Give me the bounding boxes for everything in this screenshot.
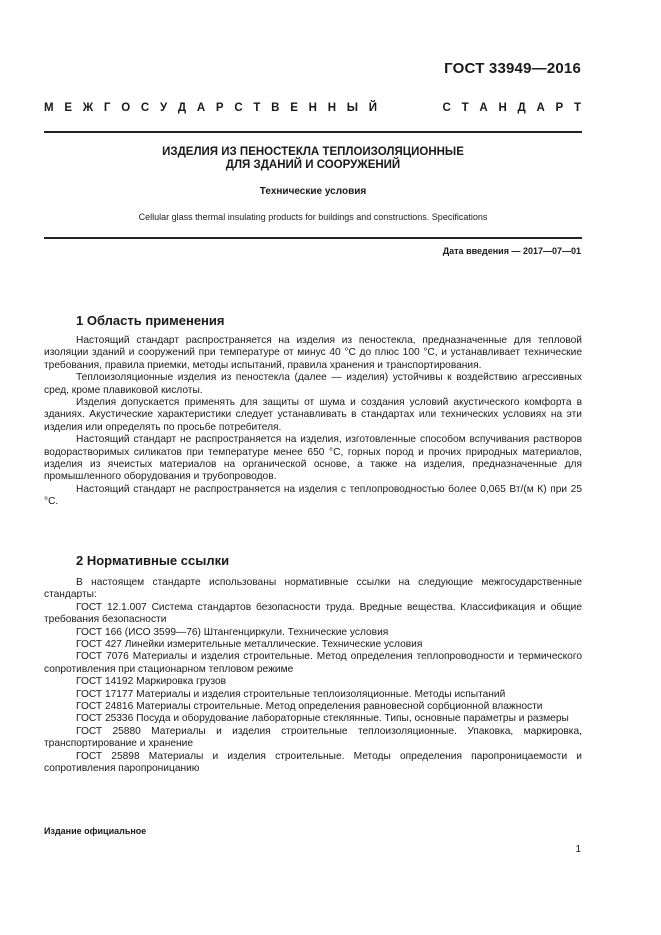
banner-letter: Ы (346, 102, 359, 114)
reference-item: ГОСТ 7076 Материалы и изделия строительные. Метод определения теплопроводности и термического сопротивления при стационарном тепловом режиме (44, 651, 582, 675)
paragraph: Настоящий стандарт распространяется на изделия из пеностекла, предназначенные для тепловой изоляции зданий и сооружений при температуре от минус 40 °С до плюс 100 °С, и устанавливает технические требования, правила приемки, методы испытаний, правила хранения и транспортирования. (44, 335, 582, 371)
banner-letter: Й (368, 102, 378, 114)
paragraph: В настоящем стандарте использованы нормативные ссылки на следующие межгосударственные стандарты: (44, 577, 582, 601)
banner-letter: Т (573, 102, 581, 114)
banner-letter: Т (253, 102, 261, 114)
section-2-heading: 2 Нормативные ссылки (76, 553, 230, 568)
header-rule (44, 131, 582, 133)
banner-letter: Е (64, 102, 73, 114)
section-1-heading: 1 Область применения (76, 313, 225, 328)
reference-item: ГОСТ 25336 Посуда и оборудование лабораторные стеклянные. Типы, основные параметры и размеры (76, 713, 569, 725)
banner-letter: Р (555, 102, 564, 114)
document-title (44, 146, 582, 172)
title-rule (44, 237, 582, 239)
banner-letter: А (196, 102, 206, 114)
introduction-date: Дата введения — 2017—07—01 (442, 246, 581, 256)
banner-letter: В (271, 102, 280, 114)
reference-item: ГОСТ 12.1.007 Система стандартов безопасности труда. Вредные вещества. Классификация и общие требования безопасности (44, 601, 582, 626)
banner-letter: Н (327, 102, 337, 114)
banner-letter: А (536, 102, 545, 114)
page-number: 1 (575, 844, 581, 855)
banner-letter: А (479, 102, 488, 114)
document-subtitle: Технические условия (259, 186, 367, 197)
banner-letter: Н (498, 102, 507, 114)
banner-letter: С (140, 102, 150, 114)
banner-letter: Д (177, 102, 187, 114)
reference-item: ГОСТ 427 Линейки измерительные металлические. Технические условия (76, 639, 423, 651)
banner-letter: У (159, 102, 168, 114)
banner-letter: С (442, 102, 451, 114)
reference-item: ГОСТ 17177 Материалы и изделия строительные теплоизоляционные. Методы испытаний (76, 688, 506, 700)
banner-letter: Ж (82, 102, 94, 114)
section-1-body (44, 335, 582, 509)
paragraph: Теплоизоляционные изделия из пеностекла (далее — изделия) устойчивы к воздействию агрессивных сред, кроме плавиковой кислоты. (44, 372, 582, 396)
banner-gap (388, 102, 432, 114)
english-title: Cellular glass thermal insulating products for buildings and constructions. Specifications (138, 212, 488, 222)
reference-item: ГОСТ 25880 Материалы и изделия строительные теплоизоляционные. Упаковка, маркировка, транспортирование и хранение (44, 725, 582, 750)
paragraph: Настоящий стандарт не распространяется на изделия, изготовленные способом вспучивания растворов водорастворимых силикатов при температуре менее 650 °С, горных пород и прочих природных материалов, изделия из ячеистых материалов на органической основе, а также на изделия, предназначенные для промышленного оборудования и трубопроводов. (44, 434, 582, 483)
banner-letter: Т (461, 102, 469, 114)
section-2-body (44, 577, 582, 776)
banner-letter: Д (517, 102, 526, 114)
banner-letter: Г (103, 102, 111, 114)
reference-item: ГОСТ 166 (ИСО 3599—76) Штангенциркули. Технические условия (76, 626, 389, 638)
paragraph: Настоящий стандарт не распространяется на изделия с теплопроводностью более 0,065 Вт/(м К) при 25 °С. (44, 483, 582, 508)
standard-code: ГОСТ 33949—2016 (444, 60, 581, 77)
interstate-standard-banner (44, 102, 581, 114)
banner-letter: М (44, 102, 54, 114)
official-edition-label: Издание официальное (44, 826, 147, 836)
title-line-2: ДЛЯ ЗДАНИЙ И СООРУЖЕНИЙ (225, 159, 401, 171)
banner-letter: О (121, 102, 131, 114)
banner-letter: Р (215, 102, 224, 114)
title-line-1: ИЗДЕЛИЯ ИЗ ПЕНОСТЕКЛА ТЕПЛОИЗОЛЯЦИОННЫЕ (162, 146, 464, 158)
reference-item: ГОСТ 14192 Маркировка грузов (76, 676, 227, 688)
banner-letter: Н (308, 102, 317, 114)
reference-item: ГОСТ 25898 Материалы и изделия строительные. Методы определения паропроницаемости и сопротивления паропроницанию (44, 750, 582, 775)
reference-item: ГОСТ 24816 Материалы строительные. Метод определения равновесной сорбционной влажности (76, 701, 543, 713)
banner-letter: Е (290, 102, 298, 114)
banner-letter: С (234, 102, 243, 114)
paragraph: Изделия допускается применять для защиты от шума и создания условий акустического комфорта в зданиях. Акустические характеристики следует устанавливать в стандартах или технических условиях на эти изделия или определять по просьбе потребителя. (44, 397, 582, 433)
